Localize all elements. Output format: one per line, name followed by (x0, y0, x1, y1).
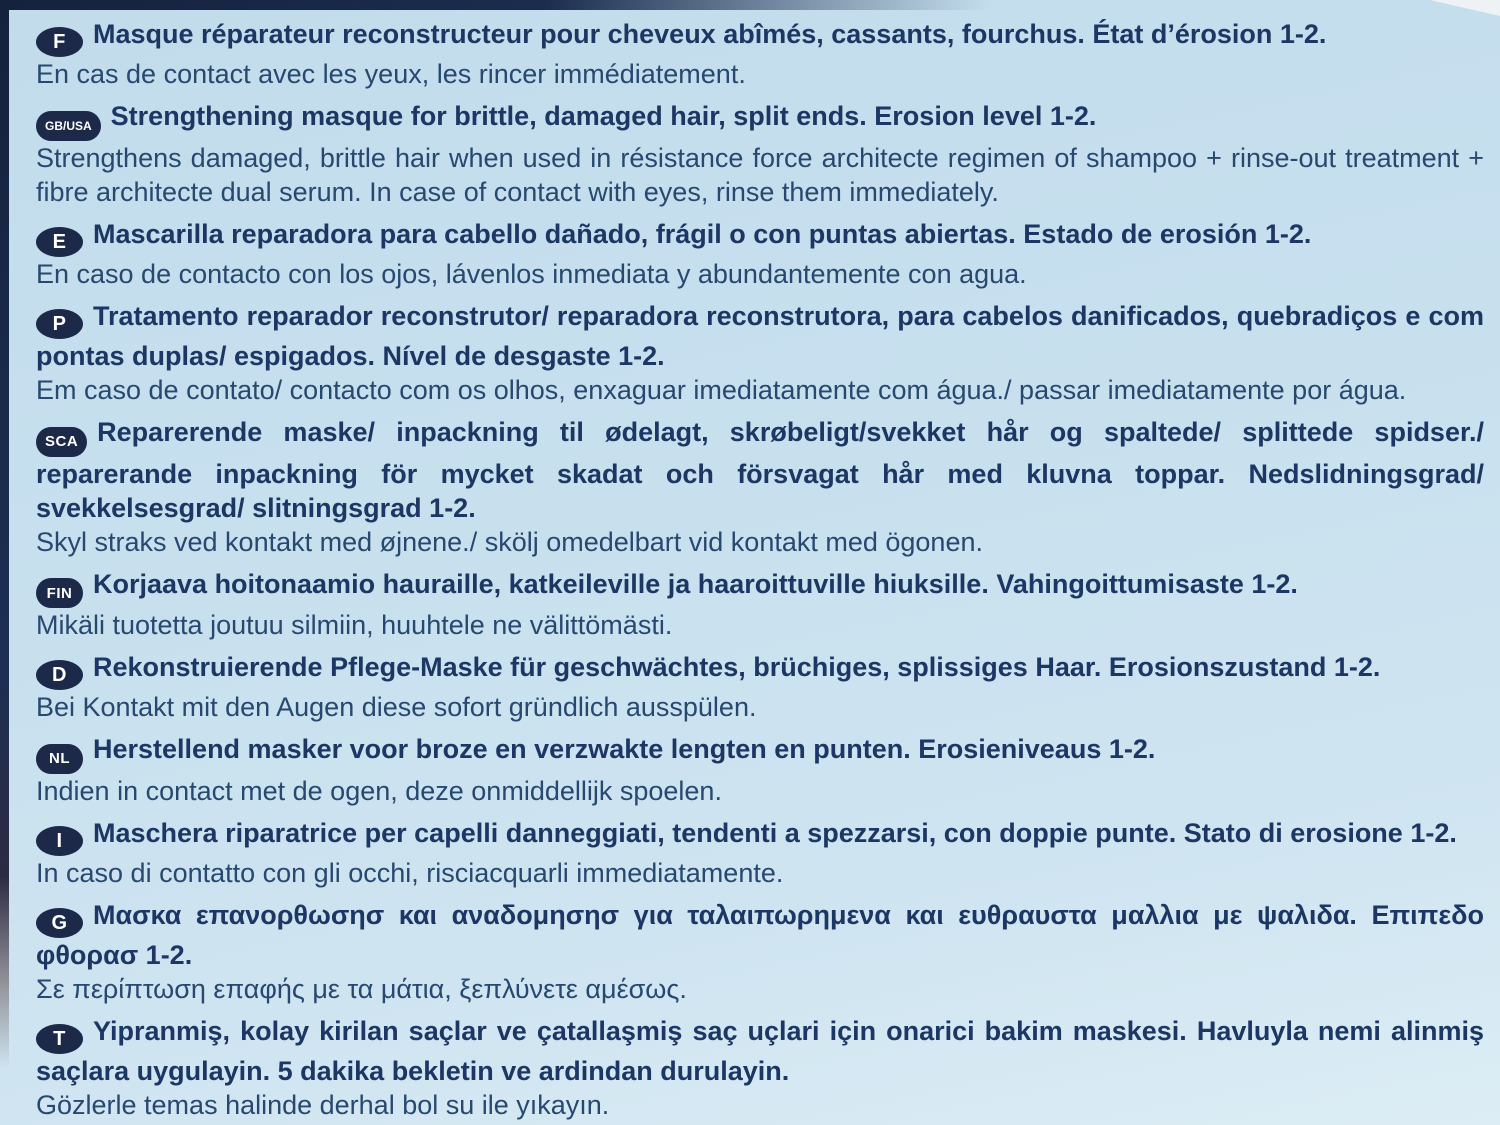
headline-line (36, 299, 1484, 373)
language-badge-icon: NL (36, 744, 83, 774)
headline-line (36, 17, 1484, 57)
headline-line (36, 217, 1484, 257)
headline-text: Herstellend masker voor broze en verzwakte lengten en punten. Erosieniveaus 1-2. (93, 734, 1156, 764)
package-top-edge (0, 0, 990, 10)
headline-line (36, 99, 1484, 141)
headline-text: Reparerende maske/ inpackning til ødelagt, skrøbeligt/svekket hår og spaltede/ splittede spidser./ reparerande inpackning för mycket skadat och försvagat hår med kluvna toppar. Nedslidningsgrad/ svekkelsesgrad/ slitningsgrad 1-2. (36, 417, 1484, 523)
headline-line (36, 898, 1484, 972)
language-badge-icon: FIN (36, 578, 83, 608)
language-block (36, 99, 1484, 209)
headline-line (36, 816, 1484, 856)
language-badge-icon: D (36, 660, 83, 690)
headline-line (36, 567, 1484, 609)
language-badge-icon: G (36, 908, 83, 938)
warning-text: Σε περίπτωση επαφής με τα μάτια, ξεπλύνετε αμέσως. (36, 973, 687, 1004)
warning-text: En cas de contact avec les yeux, les rincer immédiatement. (36, 59, 746, 89)
headline-text: Yipranmiş, kolay kirilan saçlar ve çatallaşmiş saç uçlari için onarici bakim maskesi. Havluyla nemi alinmiş saçlara uygulayin. 5 dakika bekletin ve ardindan durulayin. (36, 1015, 1484, 1086)
language-block (36, 17, 1484, 91)
headline-text: Μασκα επανορθωσησ και αναδομησησ για ταλαιπωρημενα και ευθραυστα μαλλια με ψαλιδα. Επιπεδο φθορασ 1-2. (36, 899, 1484, 970)
language-block (36, 299, 1484, 407)
warning-text: Em caso de contato/ contacto com os olhos, enxaguar imediatamente com água./ passar imediatamente por água. (36, 375, 1407, 405)
language-badge-icon: SCA (36, 427, 87, 457)
warning-text: In caso di contatto con gli occhi, risciacquarli immediatamente. (36, 857, 784, 888)
language-badge-icon: I (36, 826, 83, 856)
language-block (36, 415, 1484, 559)
warning-text: Bei Kontakt mit den Augen diese sofort gründlich ausspülen. (36, 692, 757, 722)
language-block (36, 567, 1484, 643)
language-badge-icon: T (36, 1024, 83, 1054)
warning-text: Indien in contact met de ogen, deze onmiddellijk spoelen. (36, 775, 722, 806)
language-badge-icon: F (36, 27, 83, 57)
language-block (36, 732, 1484, 808)
headline-line (36, 415, 1484, 525)
package-left-edge (0, 0, 9, 1069)
headline-text: Maschera riparatrice per capelli danneggiati, tendenti a spezzarsi, con doppie punte. Stato di erosione 1-2. (93, 817, 1457, 848)
language-block (36, 816, 1484, 890)
warning-text: Mikäli tuotetta joutuu silmiin, huuhtele ne välittömästi. (36, 610, 673, 640)
language-badge-icon: E (36, 227, 83, 257)
headline-text: Korjaava hoitonaamio hauraille, katkeileville ja haaroittuville hiuksille. Vahingoittumisaste 1-2. (93, 568, 1298, 599)
warning-text: Skyl straks ved kontakt med øjnene./ skölj omedelbart vid kontakt med ögonen. (36, 526, 983, 557)
language-block (36, 217, 1484, 291)
photo-corner-sliver (1430, 0, 1500, 16)
headline-text: Tratamento reparador reconstrutor/ reparadora reconstrutora, para cabelos danificados, quebradiços e com pontas duplas/ espigados. Nível de desgaste 1-2. (36, 301, 1484, 371)
headline-line (36, 732, 1484, 774)
headline-text: Masque réparateur reconstructeur pour cheveux abîmés, cassants, fourchus. État d’érosion 1-2. (93, 19, 1327, 49)
headline-text: Mascarilla reparadora para cabello dañado, frágil o con puntas abiertas. Estado de erosión 1-2. (93, 219, 1312, 249)
headline-line (36, 650, 1484, 690)
headline-text: Strengthening masque for brittle, damaged hair, split ends. Erosion level 1-2. (110, 101, 1097, 131)
language-badge-icon: P (36, 309, 83, 339)
headline-line (36, 1014, 1484, 1088)
language-blocks (36, 17, 1484, 1125)
language-block (36, 898, 1484, 1006)
language-badge-icon: GB/USA (36, 111, 101, 141)
warning-text: Strengthens damaged, brittle hair when used in résistance force architecte regimen of shampoo + rinse-out treatment + fibre architecte dual serum. In case of contact with eyes, rinse them immediately. (36, 143, 1484, 207)
warning-text: En caso de contacto con los ojos, lávenlos inmediata y abundantemente con agua. (36, 259, 1027, 289)
language-block (36, 650, 1484, 724)
headline-text: Rekonstruierende Pflege-Maske für geschwächtes, brüchiges, splissiges Haar. Erosionszustand 1-2. (93, 652, 1381, 682)
language-block (36, 1014, 1484, 1122)
warning-text: Gözlerle temas halinde derhal bol su ile yıkayın. (36, 1089, 610, 1120)
